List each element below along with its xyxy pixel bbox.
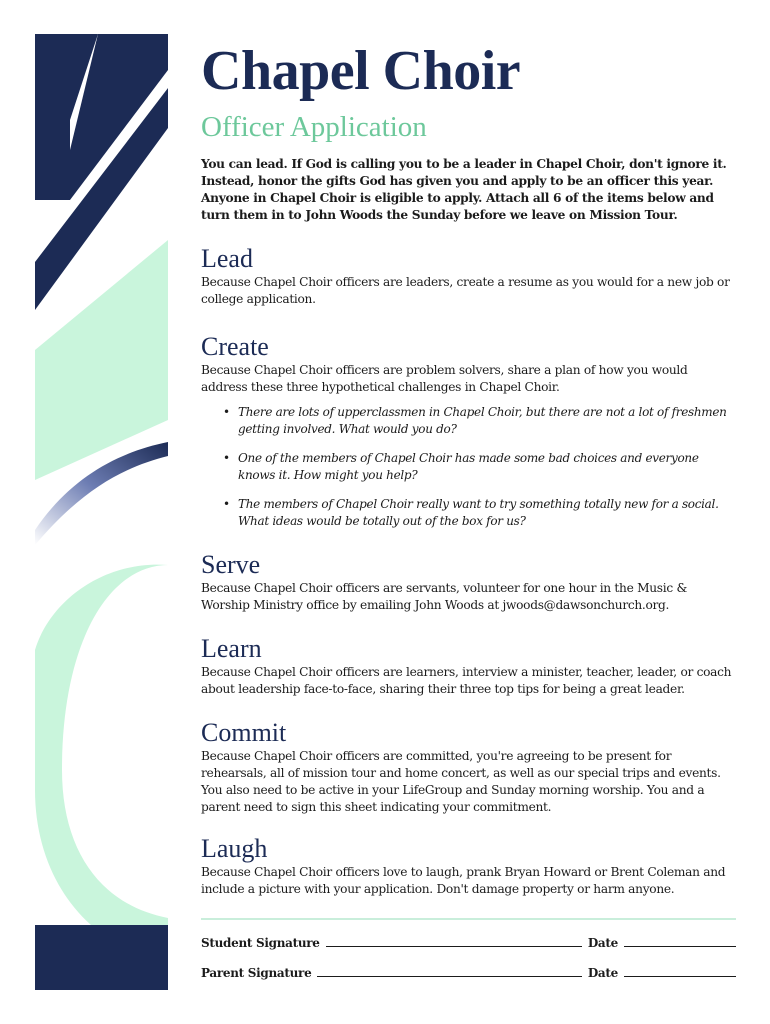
divider bbox=[201, 918, 736, 920]
section-heading: Create bbox=[201, 332, 269, 361]
section-laugh bbox=[201, 834, 736, 898]
section-heading: Lead bbox=[201, 244, 253, 273]
section-heading: Laugh bbox=[201, 834, 268, 863]
parent-signature-field[interactable] bbox=[317, 964, 581, 977]
challenge-item: • One of the members of Chapel Choir has made some bad choices and everyone knows it. How might you help? bbox=[223, 450, 736, 484]
section-body: Because Chapel Choir officers are servants, volunteer for one hour in the Music & Worship Ministry office by emailing John Woods at jwoods@dawsonchurch.org. bbox=[201, 581, 687, 612]
navy-block-bottom bbox=[35, 925, 168, 990]
parent-signature-label: Parent Signature bbox=[201, 966, 312, 980]
section-body: Because Chapel Choir officers love to laugh, prank Bryan Howard or Brent Coleman and include a picture with your application. Don't damage property or harm anyone. bbox=[201, 865, 726, 896]
student-date-field[interactable] bbox=[624, 934, 736, 947]
page-title: Chapel Choir bbox=[201, 40, 521, 102]
student-signature-row bbox=[201, 934, 736, 950]
date-label: Date bbox=[587, 936, 618, 950]
parent-date-field[interactable] bbox=[624, 964, 736, 977]
student-signature-field[interactable] bbox=[326, 934, 582, 947]
challenge-item: • The members of Chapel Choir really want to try something totally new for a social. What ideas would be totally out of the box for us? bbox=[223, 496, 736, 530]
navy-block-top-left bbox=[35, 34, 70, 200]
section-commit bbox=[201, 718, 736, 816]
challenge-list bbox=[201, 404, 736, 530]
section-create bbox=[201, 332, 736, 530]
section-serve bbox=[201, 550, 736, 614]
application-content bbox=[201, 40, 736, 994]
mint-large-curve bbox=[35, 565, 168, 960]
section-heading: Serve bbox=[201, 550, 261, 579]
parent-signature-row bbox=[201, 964, 736, 980]
section-lead bbox=[201, 244, 736, 308]
date-label: Date bbox=[587, 966, 618, 980]
page-subtitle: Officer Application bbox=[201, 111, 427, 143]
challenge-item: • There are lots of upperclassmen in Chapel Choir, but there are not a lot of freshmen getting involved. What would you do? bbox=[223, 404, 736, 438]
section-body: Because Chapel Choir officers are problem solvers, share a plan of how you would address these three hypothetical challenges in Chapel Choir. bbox=[201, 363, 688, 394]
section-heading: Learn bbox=[201, 634, 262, 663]
section-learn bbox=[201, 634, 736, 698]
section-body: Because Chapel Choir officers are learners, interview a minister, teacher, leader, or coach about leadership face-to-face, sharing their three top tips for being a great leader. bbox=[201, 665, 732, 696]
section-body: Because Chapel Choir officers are committed, you're agreeing to be present for rehearsals, all of mission tour and home concert, as well as our special trips and events. You also need to be active in your LifeGroup and Sunday morning worship. You and a parent need to sign this sheet indicating your commitment. bbox=[201, 749, 721, 814]
student-signature-label: Student Signature bbox=[201, 936, 320, 950]
section-body: Because Chapel Choir officers are leaders, create a resume as you would for a new job or college application. bbox=[201, 275, 730, 306]
decorative-side-art bbox=[0, 0, 200, 1024]
section-heading: Commit bbox=[201, 718, 287, 747]
intro-paragraph: You can lead. If God is calling you to be a leader in Chapel Choir, don't ignore it. Instead, honor the gifts God has given you and apply to be an officer this year. Anyone in Chapel Choir is eligible to apply. Attach all 6 of the items below and turn them in to John Woods the Sunday before we leave on Mission Tour. bbox=[201, 157, 727, 222]
